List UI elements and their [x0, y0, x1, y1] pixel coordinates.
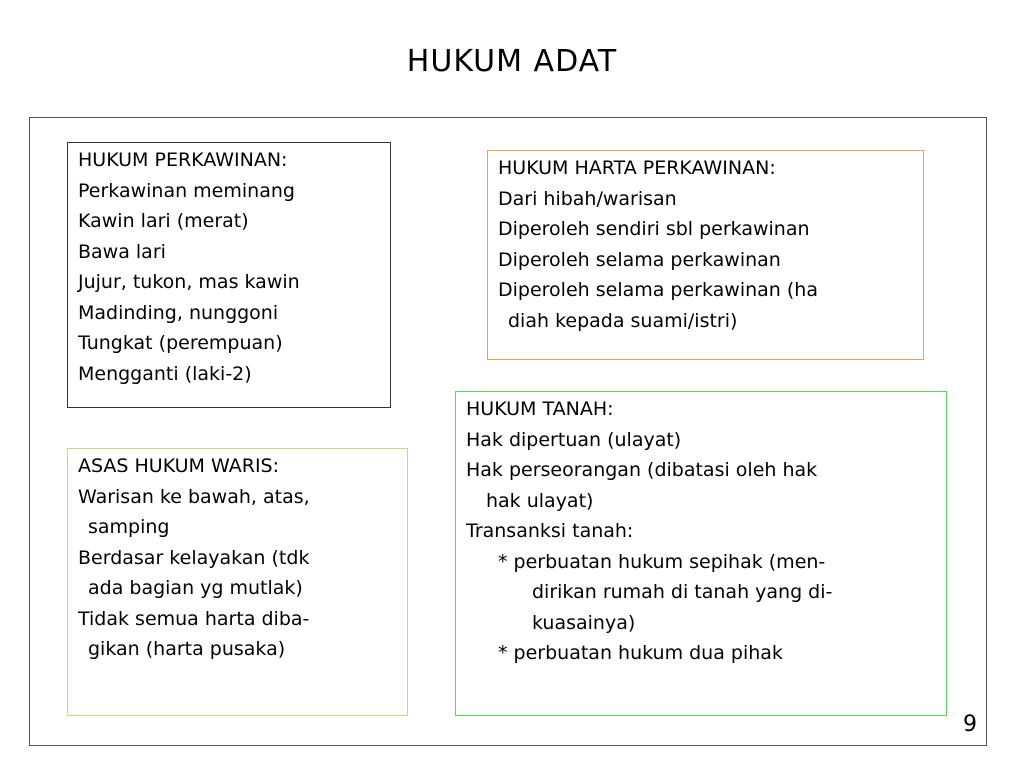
box-heading: HUKUM TANAH:	[466, 398, 614, 420]
box-asas-hukum-waris	[67, 448, 408, 716]
box-hukum-tanah	[455, 391, 947, 716]
box-heading: HUKUM PERKAWINAN:	[78, 149, 288, 171]
list-item: Madinding, nunggoni	[78, 301, 279, 324]
sub-list-item: * perbuatan hukum dua pihak	[498, 642, 783, 664]
sub-list-item-continuation: kuasainya)	[532, 611, 636, 634]
list-item: Tungkat (perempuan)	[78, 332, 283, 354]
list-item-continuation: hak ulayat)	[486, 489, 594, 512]
list-item: Hak dipertuan (ulayat)	[466, 428, 682, 451]
box-heading: ASAS HUKUM WARIS:	[78, 455, 280, 477]
list-item: Transanksi tanah:	[466, 520, 634, 542]
list-item: Mengganti (laki-2)	[78, 362, 252, 385]
list-item-continuation: diah kepada suami/istri)	[508, 309, 738, 332]
list-item: Berdasar kelayakan (tdk	[78, 546, 310, 569]
list-item-continuation: samping	[88, 516, 170, 538]
slide-title: HUKUM ADAT	[406, 44, 618, 79]
page-number: 9	[963, 712, 977, 737]
box-hukum-harta-perkawinan	[487, 150, 924, 360]
list-item: Diperoleh selama perkawinan (ha	[498, 279, 818, 301]
list-item-continuation: ada bagian yg mutlak)	[88, 577, 303, 599]
list-item: Warisan ke bawah, atas,	[78, 485, 310, 508]
list-item: Hak perseorangan (dibatasi oleh hak	[466, 459, 818, 481]
list-item: Dari hibah/warisan	[498, 187, 677, 210]
list-item: Bawa lari	[78, 240, 166, 263]
sub-list-item: * perbuatan hukum sepihak (men-	[498, 550, 826, 573]
box-heading: HUKUM HARTA PERKAWINAN:	[498, 157, 776, 179]
list-item: Diperoleh sendiri sbl perkawinan	[498, 218, 810, 240]
list-item: Jujur, tukon, mas kawin	[78, 271, 300, 293]
sub-list-item-continuation: dirikan rumah di tanah yang di-	[532, 581, 833, 603]
list-item: Perkawinan meminang	[78, 179, 295, 202]
list-item-continuation: gikan (harta pusaka)	[88, 638, 286, 660]
list-item: Kawin lari (merat)	[78, 210, 249, 232]
box-hukum-perkawinan	[67, 142, 391, 408]
list-item: Diperoleh selama perkawinan	[498, 248, 781, 271]
list-item: Tidak semua harta diba-	[78, 607, 310, 630]
